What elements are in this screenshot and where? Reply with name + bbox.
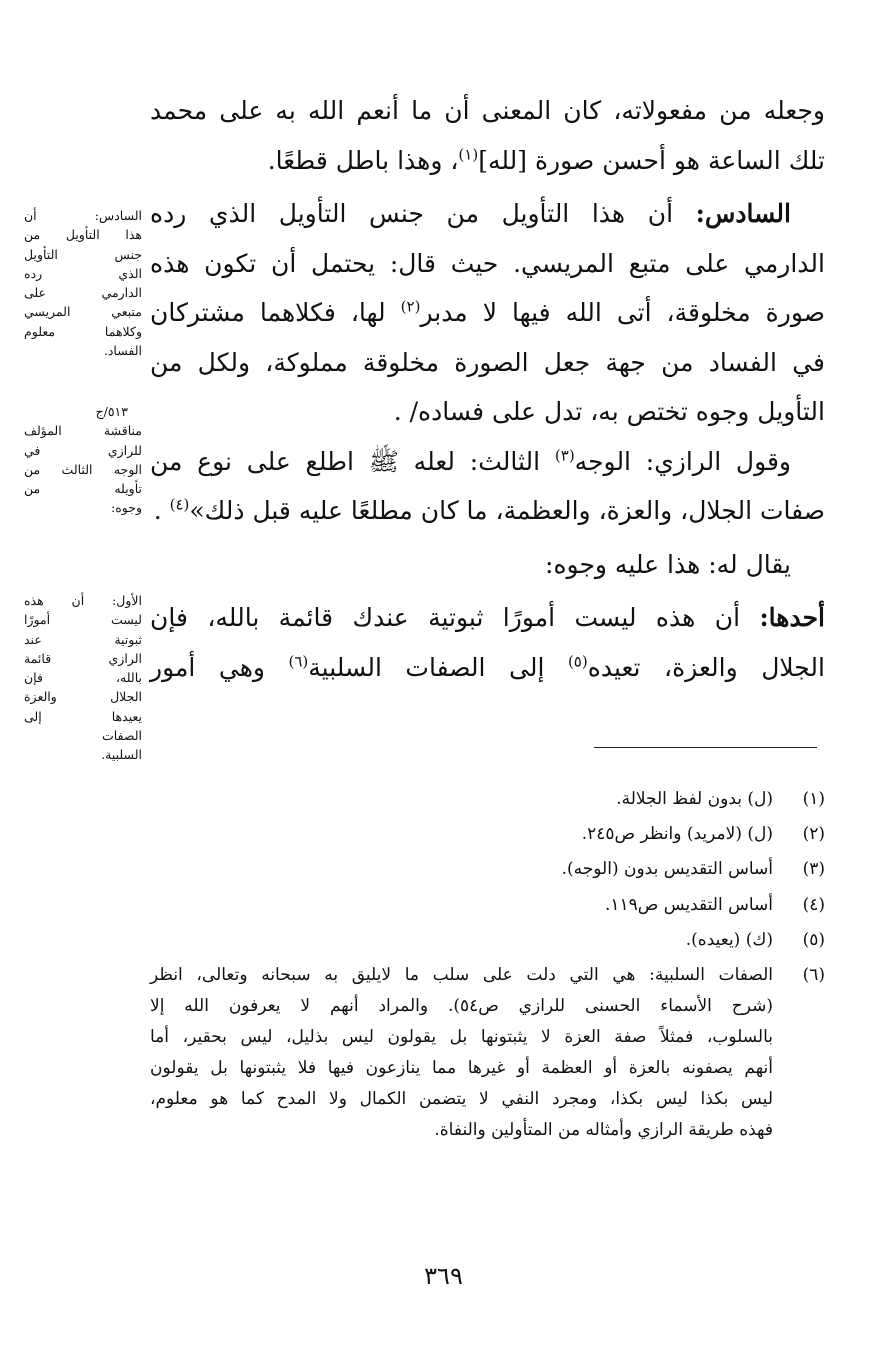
footnote-text (150, 784, 773, 815)
footnote-line: فهذه طريقة الرازي وأمثاله من المتأولين والنفاة. (434, 1119, 773, 1140)
text-line (150, 643, 825, 693)
text-span: صفات الجلال، والعزة، والعظمة، ما كان مطلعًا عليه قبل ذلك» (189, 496, 825, 525)
footnote-number: (٢) (802, 824, 825, 845)
margin-line: الفساد. (103, 343, 142, 359)
margin-line: للرازي في (24, 442, 142, 458)
footnote-number: (٤) (802, 894, 825, 915)
footnote-line: (ك) (يعيده). (685, 929, 773, 950)
text-line: يقال له: هذا عليه وجوه: (545, 549, 791, 579)
margin-note-sixth (24, 206, 142, 360)
margin-line: الدارمي على (24, 285, 142, 301)
margin-line: السادس: أن (24, 208, 142, 223)
margin-line: هذا التأويل من (24, 227, 142, 243)
section-lead: السادس: (695, 199, 791, 228)
footnote (150, 925, 825, 956)
margin-line: ثبوتية عند (24, 631, 142, 647)
footnote (150, 819, 825, 850)
footnote (150, 784, 825, 815)
footnote-number: (٦) (802, 964, 825, 985)
text-line: وجعله من مفعولاته، كان المعنى أن ما أنعم الله به على محمد (150, 96, 825, 125)
text-span: الثالث: لعله ﷺ اطلع على نوع من (150, 446, 555, 476)
footnote-ref: (٦) (288, 652, 309, 671)
text-span: لها، فكلاهما مشتركان (150, 298, 401, 327)
footnote-ref: (٥) (567, 652, 588, 671)
text-span: تلك الساعة هو أحسن صورة [لله] (478, 145, 825, 175)
footnote-separator (594, 747, 817, 748)
text-span: الجلال والعزة، تعيده (587, 652, 825, 682)
margin-line: الصفات (101, 728, 142, 744)
text-line (150, 288, 825, 338)
footnote (150, 890, 825, 921)
margin-line: وجوه: (111, 500, 142, 516)
text-span: ، وهذا باطل قطعًا. (267, 145, 459, 175)
text-line (150, 437, 825, 487)
footnote-text (150, 960, 773, 1146)
paragraph-1 (150, 86, 825, 185)
margin-line: جنس التأويل (24, 246, 142, 262)
footnote-ref: (٢) (400, 297, 421, 316)
paragraph-2 (150, 189, 825, 437)
margin-line: يعيدها إلى (24, 708, 142, 724)
footnote-line: أنهم يصفونه بالعزة أو العظمة أو غيرها مما ينازعون فيها فلا يثبتونها بل يقولون (150, 1057, 773, 1078)
margin-line: ليست أمورًا (24, 612, 142, 628)
paragraph-5 (150, 593, 825, 692)
text-span: وهي أمور (150, 652, 289, 682)
footnote-ref: (٣) (554, 446, 575, 465)
footnote-line: بالسلوب، فمثلاً صفة العزة لا يثبتونها بل يقولون ليس بذليل، ليس بحقير، أما (150, 1026, 773, 1047)
footnote (150, 960, 825, 1146)
folio-reference: ٥١٣/ج (95, 404, 128, 419)
text-line (150, 486, 825, 536)
margin-line: مناقشة المؤلف (24, 423, 142, 439)
margin-note-discussion (24, 402, 142, 518)
footnote-line: (ل) (لامريد) وانظر ص٢٤٥. (581, 824, 773, 845)
footnote-text (150, 890, 773, 921)
margin-line: متبعي المريسي (24, 304, 142, 320)
footnote-line: الصفات السلبية: هي التي دلت على سلب ما لايليق به سبحانه وتعالى، انظر (150, 964, 773, 985)
footnote-text (150, 925, 773, 956)
text-span: إلى الصفات السلبية (308, 652, 568, 682)
text-line: الدارمي على متبع المريسي. حيث قال: يحتمل أن تكون هذه (150, 248, 825, 278)
text-span: وقول الرازي: الوجه (574, 446, 792, 476)
text-span: أن هذه ليست أمورًا ثبوتية عندك قائمة بالله، فإن (150, 603, 760, 632)
footnote (150, 854, 825, 885)
page-number: ٣٦٩ (424, 1262, 463, 1290)
footnote-text (150, 819, 773, 850)
footnote-number: (٣) (802, 859, 825, 880)
margin-line: الرازي قائمة (24, 650, 142, 666)
text-line (150, 593, 825, 643)
margin-line: الجلال والعزة (24, 689, 142, 705)
paragraph-3 (150, 437, 825, 536)
footnote-line: ليس بكذا ليس بكذا، ومجرد النفي لا يتضمن الكمال ولا المدح كما هو معلوم، (150, 1088, 773, 1109)
text-line: في الفساد من جهة جعل الصورة مخلوقة مملوكة، ولكل من (150, 347, 825, 377)
footnote-line: أساس التقديس بدون (الوجه). (561, 859, 773, 880)
footnote-number: (٥) (802, 929, 825, 950)
footnote-ref: (١) (458, 145, 479, 164)
text-span: أن هذا التأويل من جنس التأويل الذي رده (150, 199, 696, 228)
margin-line: الوجه الثالث من (24, 461, 142, 477)
text-line (150, 136, 825, 186)
footnote-number: (١) (802, 789, 825, 809)
paragraph-4 (150, 540, 825, 590)
text-line: التأويل وجوه تختص به، تدل على فساده/ . (393, 397, 825, 426)
margin-line: السلبية. (101, 747, 142, 763)
footnote-line: (ل) بدون لفظ الجلالة. (616, 789, 773, 809)
footnote-ref: (٤) (169, 495, 190, 514)
footnote-line: (شرح الأسماء الحسنى للرازي ص٥٤). والمراد أنهم لا يعرفون الله إلا (150, 995, 773, 1016)
margin-line: الذي رده (24, 265, 142, 281)
text-span: . (153, 496, 170, 525)
margin-line: وكلاهما معلوم (24, 323, 142, 339)
footnote-text (150, 854, 773, 885)
footnotes (150, 784, 825, 1150)
footnote-line: أساس التقديس ص١١٩. (604, 894, 773, 915)
main-text (150, 86, 825, 692)
margin-line: بالله، فإن (24, 670, 142, 686)
margin-line: تأويله من (24, 481, 142, 497)
text-span: صورة مخلوقة، أتى الله فيها لا مدبر (420, 298, 825, 327)
margin-note-first (24, 591, 142, 765)
section-lead: أحدها: (759, 603, 825, 632)
text-line (150, 189, 825, 239)
margin-line: الأول: أن هذه (24, 593, 142, 608)
